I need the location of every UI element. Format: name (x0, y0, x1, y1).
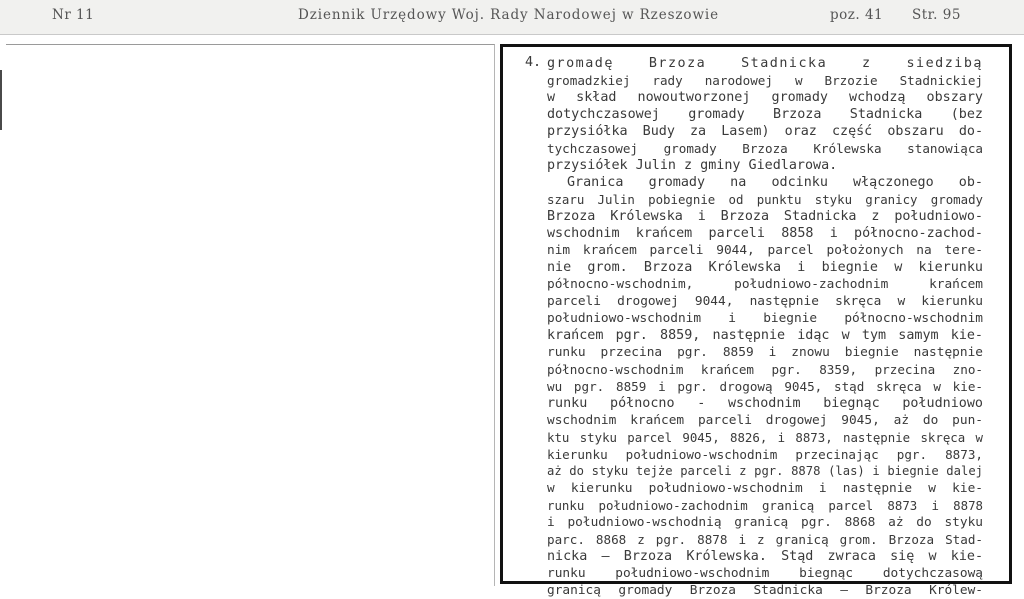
text-line: parceli drogowej 9044, następnie skręca w kierunku (547, 294, 983, 309)
text-line: północno-wschodnim, południowo-zachodnim krańcem (547, 277, 983, 292)
text-line: tychczasowej gromady Brzoza Królewska stanowiąca (547, 141, 983, 156)
document-text-panel (500, 44, 1012, 598)
item-number: 4. (525, 55, 542, 70)
text-line: runku południowo-zachodnim granicą parcel 8873 i 8878 (547, 498, 983, 513)
text-line: wschodnim krańcem parceli drogowej 9045, aż do pun- (547, 413, 983, 428)
text-line: w kierunku południowo-wschodnim i następnie w kie- (547, 481, 983, 496)
journal-title: Dziennik Urzędowy Woj. Rady Narodowej w Rzeszowie (298, 7, 720, 23)
text-line: parc. 8868 z pgr. 8878 i z granicą grom. Brzoza Stad- (547, 532, 983, 547)
text-line: kierunku południowo-wschodnim przecinając pgr. 8873, (547, 447, 983, 462)
text-line: przysiółek Julin z gminy Giedlarowa. (547, 158, 838, 173)
left-blank-panel (6, 44, 495, 586)
text-line: wu pgr. 8859 i pgr. drogową 9045, stąd skręca w kie- (547, 379, 983, 394)
text-line: runku przecina pgr. 8859 i znowu biegnie następnie (547, 345, 983, 360)
text-line: runku północno - wschodnim biegnąc południowo (547, 396, 983, 411)
text-line: ktu styku parcel 9045, 8826, i 8873, następnie skręca w (547, 430, 983, 445)
text-line: wschodnim krańcem parceli 8858 i północno-zachod- (547, 226, 983, 241)
text-line: aż do styku tejże parceli z pgr. 8878 (las) i biegnie dalej (547, 464, 983, 478)
page-number: Str. 95 (912, 7, 961, 23)
text-line: granicą gromady Brzoza Stadnicka — Brzoza Królew- (547, 583, 983, 598)
header-divider (0, 34, 1024, 35)
issue-number: Nr 11 (52, 7, 95, 23)
page-edge-mark (0, 70, 2, 130)
text-line: gromadę Brzoza Stadnicka z siedzibą (547, 56, 983, 71)
page-header (0, 0, 1024, 34)
text-line: przysiółka Budy za Lasem) oraz część obszaru do- (547, 124, 983, 139)
text-line: i południowo-wschodnią granicą pgr. 8868 aż do styku (547, 515, 983, 530)
text-line: nicka — Brzoza Królewska. Stąd zwraca się w kie- (547, 549, 983, 564)
position-number: poz. 41 (830, 7, 884, 23)
text-line: Granica gromady na odcinku włączonego ob- (567, 175, 983, 190)
text-line: Brzoza Królewska i Brzoza Stadnicka z południowo- (547, 209, 983, 224)
text-line: dotychczasowej gromady Brzoza Stadnicka (bez (547, 107, 983, 122)
text-line: krańcem pgr. 8859, następnie idąc w tym samym kie- (547, 328, 983, 343)
text-line: północno-wschodnim krańcem pgr. 8359, przecina zno- (547, 362, 983, 377)
text-line: w skład nowoutworzonej gromady wchodzą obszary (547, 90, 983, 105)
text-line: nie grom. Brzoza Królewska i biegnie w kierunku (547, 260, 983, 275)
text-line: gromadzkiej rady narodowej w Brzozie Stadnickiej (547, 73, 983, 88)
text-line: runku południowo-wschodnim biegnąc dotychczasową (547, 566, 983, 581)
text-line: nim krańcem parceli 9044, parcel położonych na tere- (547, 243, 983, 258)
text-line: południowo-wschodnim i biegnie północno-wschodnim (547, 311, 983, 326)
text-line: szaru Julin pobiegnie od punktu styku granicy gromady (547, 192, 983, 207)
